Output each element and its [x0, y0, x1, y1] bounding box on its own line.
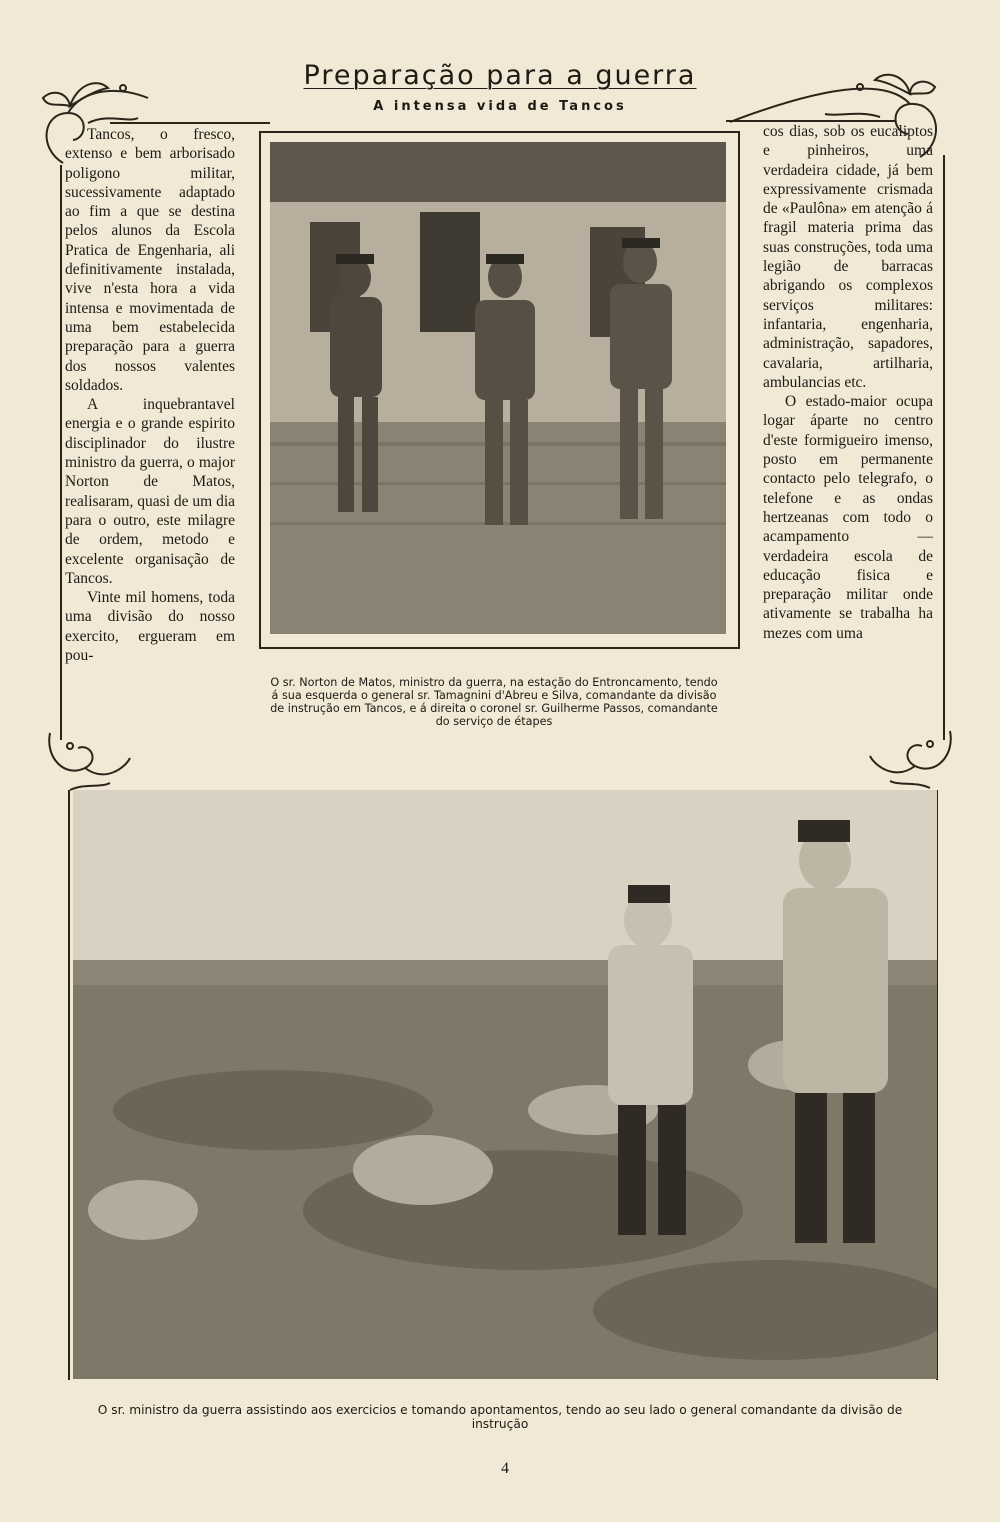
frame-right-line: [943, 155, 945, 740]
right-column: [763, 122, 933, 643]
article-subtitle: A intensa vida de Tancos: [373, 99, 627, 114]
page-number: 4: [501, 1460, 509, 1477]
right-paragraph-2: O estado-maior ocupa logar áparte no centro d'este formigueiro imenso, posto em permanente contacto pelo telegrafo, o telefone e as ondas hertzeanas com todo o acampamento — verdadeira escola de educação fisica e preparação militar onde ativamente se trabalha ha mezes com uma: [763, 393, 933, 642]
ornament-bottom-right-icon: [860, 726, 960, 796]
ornament-bottom-left-icon: [40, 728, 140, 798]
left-column: [65, 125, 235, 665]
left-paragraph-2: A inquebrantavel energia e o grande espirito disciplinador do ilustre ministro da guerra, o major Norton de Matos, realisaram, quasi de um dia para o outro, este milagre de ordem, metodo e excelente organisação de Tancos.: [65, 396, 236, 587]
left-paragraph-1: Tancos, o fresco, extenso e bem arborisado poligono militar, sucessivamente adaptado ao fim a que se destina pelos alunos da Escola Pratica de Engenharia, ali definitivamente instalada, vive n'esta hora a vida intensa e movimentada de uma bem estabelecida preparação para a guerra dos nossos valentes soldados.: [65, 126, 235, 394]
top-photo-caption: O sr. Norton de Matos, ministro da guerra, na estação do Entroncamento, tendo á sua esquerda o general sr. Tamagnini d'Abreu e Silva, comandante da divisão de instrução em Tancos, e á direita o coronel sr. Guilherme Passos, comandante do serviço de étapes: [270, 676, 718, 728]
frame-left-line: [60, 165, 62, 740]
frame-lower-left-line: [68, 790, 70, 1380]
article-title: Preparação para a guerra: [303, 60, 697, 91]
left-paragraph-3: Vinte mil homens, toda uma divisão do nosso exercito, ergueram em pou-: [65, 589, 235, 665]
station-scene-image: [270, 142, 726, 634]
field-exercise-image: [73, 790, 937, 1379]
top-photo: [270, 142, 726, 634]
right-paragraph-1: cos dias, sob os eucaliptos e pinheiros, uma verdadeira cidade, já bem expressivamente crismada de «Paulôna» em atenção á fragil materia prima das suas construções, toda uma legião de barracas abrigando os complexos serviços militares: infantaria, engenharia, administração, sapadores, cavalaria, artilharia, ambulancias etc.: [763, 123, 933, 391]
bottom-photo-caption: O sr. ministro da guerra assistindo aos exercicios e tomando apontamentos, tendo ao seu lado o general comandante da divisão de instrução: [97, 1403, 903, 1431]
bottom-photo: [73, 790, 937, 1379]
